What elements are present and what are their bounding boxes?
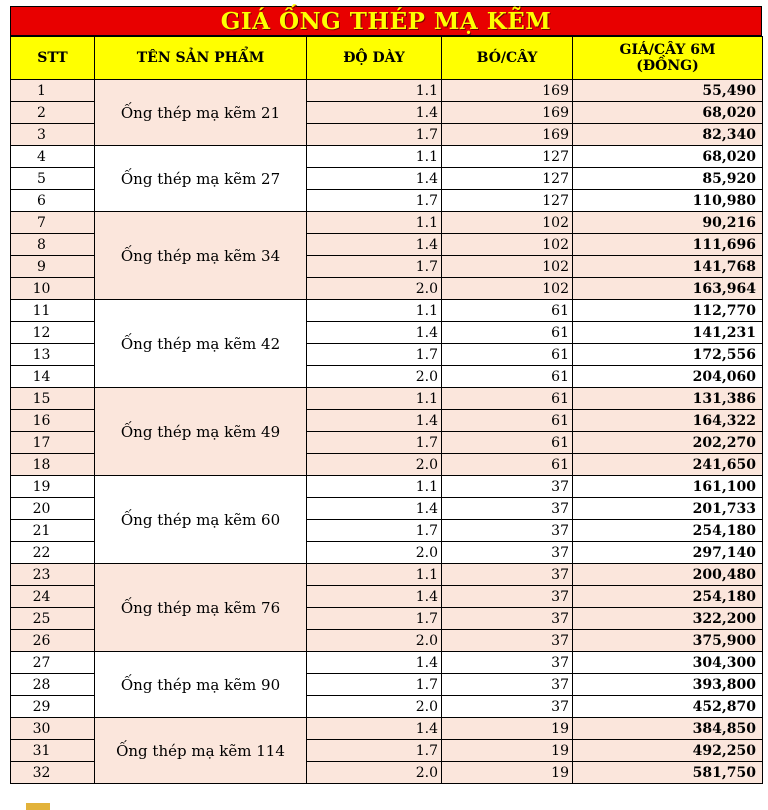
cell-price: 200,480 — [573, 564, 763, 586]
cell-stt: 23 — [11, 564, 95, 586]
cell-thickness: 2.0 — [307, 278, 442, 300]
cell-bundle: 61 — [442, 300, 573, 322]
cell-price: 68,020 — [573, 102, 763, 124]
cell-price: 161,100 — [573, 476, 763, 498]
cell-stt: 21 — [11, 520, 95, 542]
cell-stt: 5 — [11, 168, 95, 190]
cell-thickness: 1.4 — [307, 234, 442, 256]
price-sheet — [10, 6, 762, 784]
cell-stt: 8 — [11, 234, 95, 256]
cell-bundle: 61 — [442, 366, 573, 388]
cell-bundle: 61 — [442, 432, 573, 454]
cell-price: 202,270 — [573, 432, 763, 454]
cell-product-name: Ống thép mạ kẽm 76 — [95, 564, 307, 652]
cell-thickness: 2.0 — [307, 542, 442, 564]
cell-thickness: 1.7 — [307, 740, 442, 762]
cell-price: 204,060 — [573, 366, 763, 388]
cell-price: 254,180 — [573, 520, 763, 542]
cell-price: 55,490 — [573, 80, 763, 102]
cell-thickness: 1.1 — [307, 212, 442, 234]
header-row — [11, 37, 763, 80]
footer-logo-mark — [26, 803, 50, 810]
cell-thickness: 2.0 — [307, 630, 442, 652]
cell-price: 163,964 — [573, 278, 763, 300]
cell-stt: 32 — [11, 762, 95, 784]
table-row — [11, 564, 763, 586]
cell-thickness: 2.0 — [307, 366, 442, 388]
header-price — [573, 37, 763, 80]
cell-bundle: 37 — [442, 564, 573, 586]
cell-bundle: 61 — [442, 388, 573, 410]
cell-stt: 20 — [11, 498, 95, 520]
cell-stt: 1 — [11, 80, 95, 102]
table-row — [11, 146, 763, 168]
cell-thickness: 2.0 — [307, 696, 442, 718]
cell-stt: 9 — [11, 256, 95, 278]
cell-price: 68,020 — [573, 146, 763, 168]
header-bundle: BÓ/CÂY — [442, 37, 573, 80]
cell-product-name: Ống thép mạ kẽm 42 — [95, 300, 307, 388]
cell-bundle: 127 — [442, 190, 573, 212]
cell-thickness: 1.7 — [307, 124, 442, 146]
cell-thickness: 1.4 — [307, 102, 442, 124]
cell-stt: 14 — [11, 366, 95, 388]
sheet-title: GIÁ ỐNG THÉP MẠ KẼM — [10, 6, 762, 36]
cell-stt: 25 — [11, 608, 95, 630]
cell-stt: 4 — [11, 146, 95, 168]
cell-bundle: 61 — [442, 410, 573, 432]
cell-price: 322,200 — [573, 608, 763, 630]
cell-stt: 24 — [11, 586, 95, 608]
cell-price: 82,340 — [573, 124, 763, 146]
cell-bundle: 19 — [442, 740, 573, 762]
cell-bundle: 127 — [442, 146, 573, 168]
cell-thickness: 1.4 — [307, 168, 442, 190]
cell-price: 384,850 — [573, 718, 763, 740]
cell-thickness: 1.1 — [307, 300, 442, 322]
cell-price: 393,800 — [573, 674, 763, 696]
cell-stt: 11 — [11, 300, 95, 322]
table-row — [11, 652, 763, 674]
cell-stt: 16 — [11, 410, 95, 432]
cell-product-name: Ống thép mạ kẽm 21 — [95, 80, 307, 146]
cell-price: 304,300 — [573, 652, 763, 674]
cell-product-name: Ống thép mạ kẽm 114 — [95, 718, 307, 784]
cell-bundle: 102 — [442, 234, 573, 256]
cell-bundle: 169 — [442, 80, 573, 102]
price-table — [10, 36, 763, 784]
table-row — [11, 476, 763, 498]
cell-bundle: 102 — [442, 212, 573, 234]
table-row — [11, 300, 763, 322]
cell-bundle: 61 — [442, 454, 573, 476]
cell-bundle: 19 — [442, 718, 573, 740]
cell-bundle: 61 — [442, 322, 573, 344]
cell-bundle: 37 — [442, 674, 573, 696]
cell-bundle: 169 — [442, 124, 573, 146]
cell-thickness: 1.1 — [307, 146, 442, 168]
cell-bundle: 102 — [442, 278, 573, 300]
cell-bundle: 127 — [442, 168, 573, 190]
cell-price: 112,770 — [573, 300, 763, 322]
cell-thickness: 1.1 — [307, 388, 442, 410]
cell-product-name: Ống thép mạ kẽm 27 — [95, 146, 307, 212]
cell-price: 111,696 — [573, 234, 763, 256]
table-row — [11, 718, 763, 740]
cell-stt: 26 — [11, 630, 95, 652]
table-body — [11, 80, 763, 784]
cell-stt: 3 — [11, 124, 95, 146]
cell-bundle: 37 — [442, 586, 573, 608]
cell-thickness: 1.4 — [307, 718, 442, 740]
cell-thickness: 1.4 — [307, 652, 442, 674]
cell-thickness: 1.7 — [307, 344, 442, 366]
header-stt: STT — [11, 37, 95, 80]
footer-strip — [0, 803, 768, 810]
cell-price: 90,216 — [573, 212, 763, 234]
cell-bundle: 37 — [442, 520, 573, 542]
cell-price: 164,322 — [573, 410, 763, 432]
cell-bundle: 37 — [442, 652, 573, 674]
cell-bundle: 61 — [442, 344, 573, 366]
cell-price: 141,231 — [573, 322, 763, 344]
cell-bundle: 37 — [442, 498, 573, 520]
table-row — [11, 80, 763, 102]
cell-thickness: 1.7 — [307, 190, 442, 212]
cell-thickness: 1.7 — [307, 674, 442, 696]
cell-bundle: 37 — [442, 630, 573, 652]
cell-price: 375,900 — [573, 630, 763, 652]
cell-product-name: Ống thép mạ kẽm 90 — [95, 652, 307, 718]
cell-price: 452,870 — [573, 696, 763, 718]
cell-stt: 30 — [11, 718, 95, 740]
cell-stt: 6 — [11, 190, 95, 212]
cell-stt: 17 — [11, 432, 95, 454]
cell-thickness: 1.4 — [307, 586, 442, 608]
cell-product-name: Ống thép mạ kẽm 60 — [95, 476, 307, 564]
cell-bundle: 37 — [442, 696, 573, 718]
cell-price: 201,733 — [573, 498, 763, 520]
cell-thickness: 1.1 — [307, 476, 442, 498]
cell-stt: 12 — [11, 322, 95, 344]
cell-thickness: 1.1 — [307, 80, 442, 102]
cell-thickness: 1.4 — [307, 410, 442, 432]
header-product-name: TÊN SẢN PHẨM — [95, 37, 307, 80]
cell-thickness: 1.1 — [307, 564, 442, 586]
cell-stt: 15 — [11, 388, 95, 410]
cell-thickness: 1.7 — [307, 256, 442, 278]
cell-stt: 28 — [11, 674, 95, 696]
header-price-line1: GIÁ/CÂY 6M — [619, 42, 716, 58]
table-row — [11, 212, 763, 234]
cell-price: 131,386 — [573, 388, 763, 410]
header-price-line2: (ĐỒNG) — [636, 58, 699, 74]
cell-bundle: 37 — [442, 608, 573, 630]
cell-bundle: 19 — [442, 762, 573, 784]
cell-product-name: Ống thép mạ kẽm 34 — [95, 212, 307, 300]
table-row — [11, 388, 763, 410]
cell-bundle: 169 — [442, 102, 573, 124]
cell-stt: 29 — [11, 696, 95, 718]
cell-price: 172,556 — [573, 344, 763, 366]
cell-stt: 7 — [11, 212, 95, 234]
cell-price: 241,650 — [573, 454, 763, 476]
cell-stt: 22 — [11, 542, 95, 564]
cell-thickness: 1.7 — [307, 608, 442, 630]
cell-stt: 2 — [11, 102, 95, 124]
cell-price: 492,250 — [573, 740, 763, 762]
cell-bundle: 37 — [442, 476, 573, 498]
cell-bundle: 102 — [442, 256, 573, 278]
cell-thickness: 1.4 — [307, 498, 442, 520]
cell-stt: 13 — [11, 344, 95, 366]
cell-price: 254,180 — [573, 586, 763, 608]
cell-thickness: 1.7 — [307, 520, 442, 542]
cell-stt: 10 — [11, 278, 95, 300]
cell-stt: 18 — [11, 454, 95, 476]
cell-thickness: 2.0 — [307, 454, 442, 476]
cell-price: 85,920 — [573, 168, 763, 190]
cell-price: 141,768 — [573, 256, 763, 278]
cell-thickness: 1.4 — [307, 322, 442, 344]
cell-stt: 31 — [11, 740, 95, 762]
cell-thickness: 2.0 — [307, 762, 442, 784]
cell-stt: 27 — [11, 652, 95, 674]
cell-price: 581,750 — [573, 762, 763, 784]
cell-thickness: 1.7 — [307, 432, 442, 454]
cell-price: 110,980 — [573, 190, 763, 212]
cell-bundle: 37 — [442, 542, 573, 564]
cell-product-name: Ống thép mạ kẽm 49 — [95, 388, 307, 476]
cell-price: 297,140 — [573, 542, 763, 564]
cell-stt: 19 — [11, 476, 95, 498]
header-thickness: ĐỘ DÀY — [307, 37, 442, 80]
